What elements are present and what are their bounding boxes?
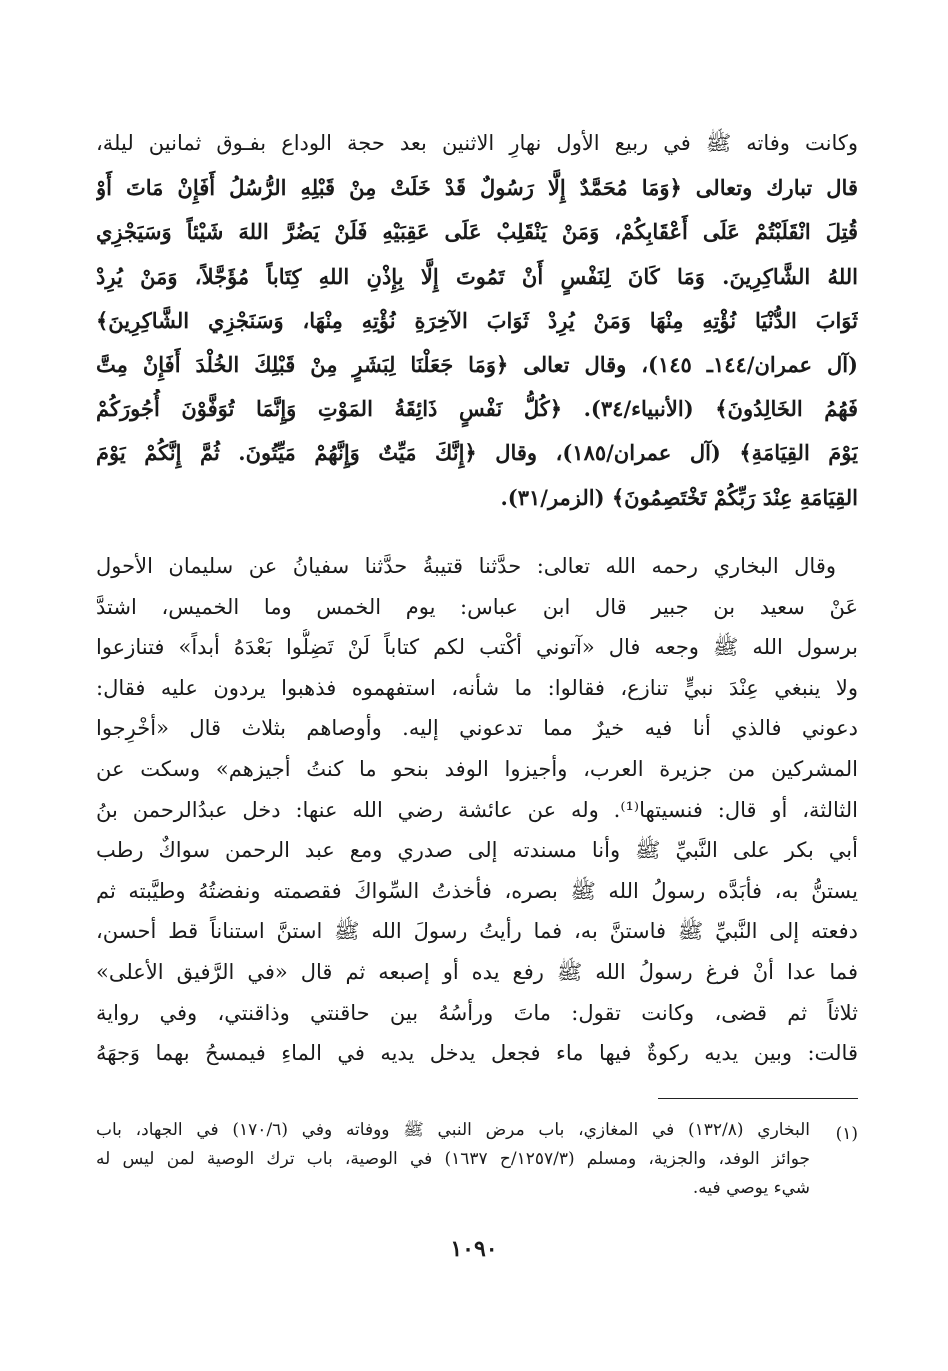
text-line: (آل عمران/١٤٤ـ ١٤٥)، وقال تعالى ﴿وَمَا جَعَلْنَا لِبَشَرٍ مِنْ قَبْلِكَ الخُلْدَ أَفَإِنْ مِتَّ: [96, 351, 858, 377]
text-line: فَهُمُ الخَالِدُونَ﴾ (الأنبياء/٣٤). ﴿كُلُّ نَفْسٍ ذَائِقَةُ المَوْتِ وَإِنَّمَا تُوَفَّوْنَ أُجُورَكُمْ: [96, 396, 858, 422]
footnote-number: (١): [835, 1124, 858, 1144]
text-line: برسول الله ﷺ وجعه فال «آتوني أكْتب لكم كتاباً لَنْ تَضِلُّوا بَعْدَهُ أبداً» فتنازعوا: [96, 635, 858, 660]
footnote-line: البخاري (١٣٢/٨) في المغازي، باب مرض النبي ﷺ ووفاته وفي (١٧٠/٦) في الجهاد، باب: [96, 1120, 810, 1140]
text-line: المشركين من جزيرة العرب، وأجيزوا الوفد بنحو ما كنتُ أجيزهم» وسكت عن: [96, 756, 858, 781]
text-line: أبي بكر على النَّبيِّ ﷺ وأنا مسندته إلى صدري ومع عبد الرحمن سواكٌ رطب: [96, 838, 858, 863]
text-line: دعوني فالذي أنا فيه خيرٌ مما تدعوني إليه. وأوصاهم بثلاث قال «أخْرِجوا: [96, 716, 858, 741]
text-line: يَوْمَ القِيَامَةِ﴾ (آل عمران/١٨٥)، وقال ﴿إِنَّكَ مَيِّتٌ وَإِنَّهُمْ مَيِّتُونَ. ثُمَّ إِنَّكُمْ يَوْمَ: [96, 440, 858, 466]
text-line: يستنُّ به، فأبَدَّه رسولُ الله ﷺ بصره، فأخذتُ السِّواكَ فقصمته ونفضتُهُ وطيَّبته ثم: [96, 878, 858, 903]
page-number: ١٠٩٠: [450, 1236, 498, 1262]
text-line: اللهُ الشَّاكِرِينَ. وَمَا كَانَ لِنَفْسٍ أَنْ تَمُوتَ إِلَّا بِإِذْنِ اللهِ كِتَاباً مُؤَجَّلاً، وَمَنْ يُرِدْ: [96, 263, 858, 289]
text-line: ثَوَابَ الدُّنْيَا نُؤْتِهِ مِنْهَا وَمَنْ يُرِدْ ثَوَابَ الآخِرَةِ نُؤْتِهِ مِنْهَا، وَسَنَجْزِي الشَّاكِرِينَ﴾: [96, 307, 858, 333]
text-line: وكانت وفاته ﷺ في ربيع الأول نهارِ الاثنين بعد حجة الوداع بفـوق ثمانين ليلة،: [96, 131, 858, 155]
text-line: قُتِلَ انْقَلَبْتُمْ عَلَى أَعْقَابِكُمْ، وَمَنْ يَنْقَلِبْ عَلَى عَقِبَيْهِ فَلَنْ يَضُرَّ اللهَ شَيْئاً وَسَيَجْزِي: [96, 219, 858, 245]
footnote-separator: [658, 1098, 858, 1099]
paragraph-quranic: [96, 124, 858, 522]
text-line: عَنْ سعيد بن جبير قال ابن عباس: يوم الخمس وما الخميس، اشتدَّ: [96, 594, 858, 619]
text-line: دفعته إلى النَّبيِّ ﷺ فاستنَّ به، فما رأيتُ رسولَ الله ﷺ استنَّ استناناً قط أحسن،: [96, 919, 858, 944]
footnote: [96, 1120, 858, 1207]
footnote-body: [96, 1120, 810, 1207]
paragraph-hadith: [96, 548, 858, 1076]
text-line: الثالثة، أو قال: فنسيتها⁽¹⁾. وله عن عائشة رضي الله عنها: دخل عبدُالرحمن بنُ: [96, 797, 858, 822]
text-line: قال تبارك وتعالى ﴿وَمَا مُحَمَّدٌ إِلَّا رَسُولٌ قَدْ خَلَتْ مِنْ قَبْلِهِ الرُّسُلُ أَفَإِنْ مَاتَ أَوْ: [96, 175, 858, 201]
text-line: قالت: وبين يديه ركوةٌ فيها ماء فجعل يدخل يديه في الماءِ فيمسحُ بهما وَجهَهُ: [96, 1041, 858, 1066]
text-line: ولا ينبغي عِنْدَ نبيٍّ تنازع، فقالوا: ما شأنه، استفهموه فذهبوا يردون عليه فقال:: [96, 675, 858, 700]
text-line: ثلاثاً ثم قضى، وكانت تقول: ماتَ ورأسُهُ بين حاقنتي وذاقنتي، وفي رواية: [96, 1000, 858, 1025]
footnote-line: جوائز الوفد، والجزية، ومسلم (١٢٥٧/٣/ح ١٦٣٧) في الوصية، باب ترك الوصية لمن ليس له: [96, 1149, 810, 1169]
text-line: فما عدا أنْ فرغ رسولُ الله ﷺ رفع يده أو إصبعه ثم قال «في الرَّفيق الأعلى»: [96, 959, 858, 984]
footnote-line: شيء يوصي فيه.: [692, 1178, 810, 1198]
text-line: القِيَامَةِ عِنْدَ رَبِّكُمْ تَخْتَصِمُونَ﴾ (الزمر/٣١).: [500, 484, 858, 510]
text-line: وقال البخاري رحمه الله تعالى: حدَّثنا قتيبةُ حدَّثنا سفيانُ عن سليمان الأحول: [96, 554, 837, 578]
main-text: [96, 124, 858, 1066]
